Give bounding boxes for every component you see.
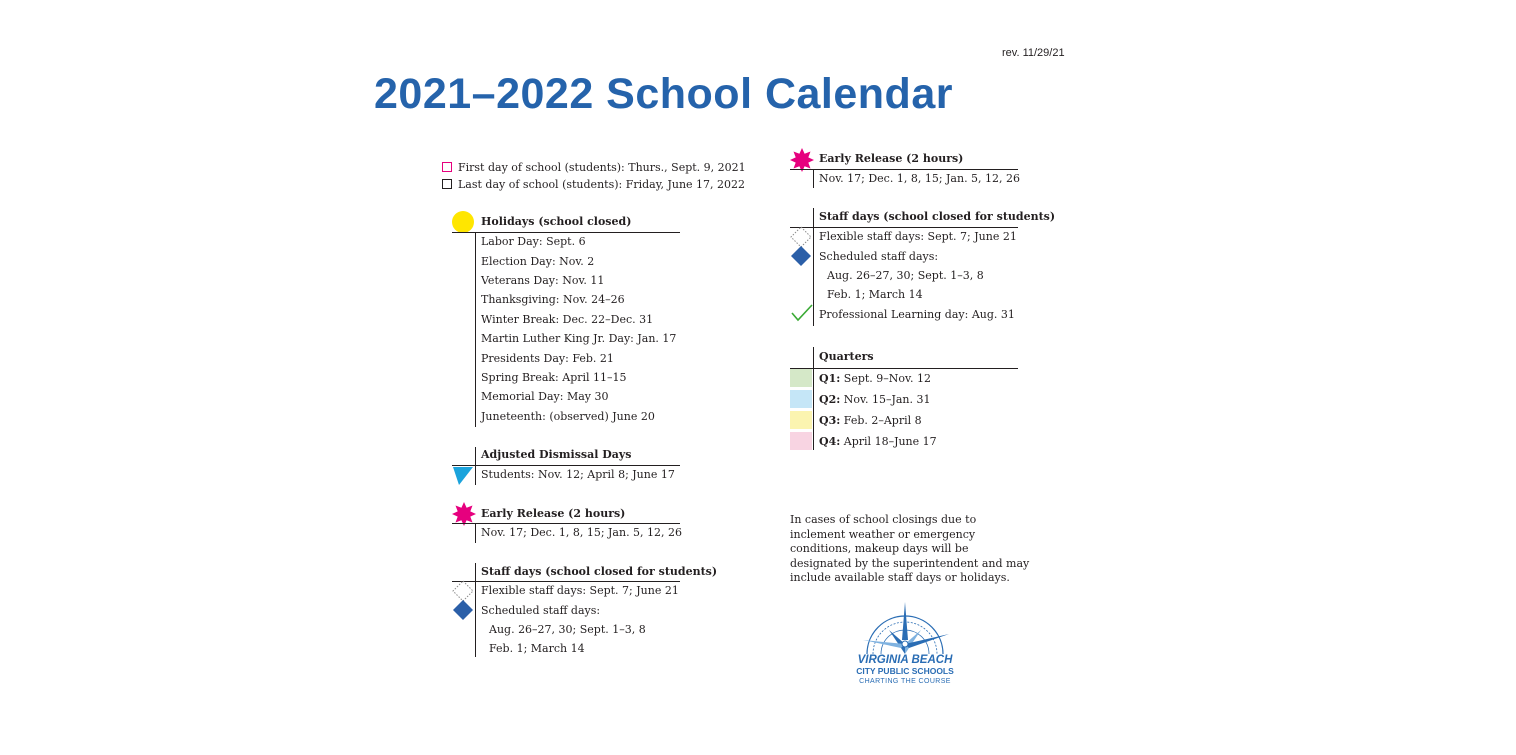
staff-days-rule xyxy=(475,563,476,657)
logo-name-line2: CITY PUBLIC SCHOOLS xyxy=(856,666,954,676)
revision-date: rev. 11/29/21 xyxy=(1002,47,1065,59)
holiday-item: Winter Break: Dec. 22–Dec. 31 xyxy=(481,313,654,326)
quarter-item: Q2: Nov. 15–Jan. 31 xyxy=(819,393,931,406)
quarter-item: Q1: Sept. 9–Nov. 12 xyxy=(819,372,931,385)
staff-days-divider xyxy=(452,581,680,582)
blue-triangle-icon xyxy=(453,467,473,485)
scheduled-staff-dates: Aug. 26–27, 30; Sept. 1–3, 8 xyxy=(489,623,646,636)
logo-tagline: CHARTING THE COURSE xyxy=(859,678,951,685)
logo-name-line1: VIRGINIA BEACH xyxy=(857,654,953,666)
staff-days-heading: Staff days (school closed for students) xyxy=(819,210,1056,223)
adjusted-divider xyxy=(452,465,680,466)
page-title: 2021–2022 School Calendar xyxy=(374,70,953,118)
q4-color-swatch xyxy=(790,432,812,450)
adjusted-dismissal-heading: Adjusted Dismissal Days xyxy=(481,448,632,461)
blue-diamond-icon xyxy=(790,245,812,267)
black-square-icon xyxy=(442,179,452,189)
quarter-item: Q4: April 18–June 17 xyxy=(819,435,937,448)
quarters-heading: Quarters xyxy=(819,350,874,363)
green-checkmark-icon xyxy=(790,303,814,323)
holiday-item: Thanksgiving: Nov. 24–26 xyxy=(481,293,625,306)
early-release-text: Nov. 17; Dec. 1, 8, 15; Jan. 5, 12, 26 xyxy=(481,526,683,539)
scheduled-staff-dates: Aug. 26–27, 30; Sept. 1–3, 8 xyxy=(827,269,984,282)
scheduled-staff-text: Scheduled staff days: xyxy=(819,250,939,263)
early-release-text: Nov. 17; Dec. 1, 8, 15; Jan. 5, 12, 26 xyxy=(819,172,1021,185)
early-release-rule xyxy=(813,169,814,188)
holiday-item: Labor Day: Sept. 6 xyxy=(481,235,586,248)
scheduled-staff-text: Scheduled staff days: xyxy=(481,604,601,617)
blue-diamond-icon xyxy=(452,599,474,621)
early-release-heading: Early Release (2 hours) xyxy=(819,152,964,165)
q2-color-swatch xyxy=(790,390,812,408)
holidays-rule xyxy=(475,232,476,427)
holiday-item: Election Day: Nov. 2 xyxy=(481,255,595,268)
last-day-text: Last day of school (students): Friday, June 17, 2022 xyxy=(458,177,746,191)
holiday-item: Veterans Day: Nov. 11 xyxy=(481,274,605,287)
early-release-rule xyxy=(475,523,476,543)
compass-rose-icon xyxy=(859,600,951,656)
early-release-divider xyxy=(790,169,1018,170)
holiday-item: Presidents Day: Feb. 21 xyxy=(481,352,614,365)
scheduled-staff-dates: Feb. 1; March 14 xyxy=(827,288,923,301)
pink-square-icon xyxy=(442,162,452,172)
legend-first-day xyxy=(442,160,746,174)
scheduled-staff-dates: Feb. 1; March 14 xyxy=(489,642,585,655)
holiday-item: Juneteenth: (observed) June 20 xyxy=(481,410,655,423)
flexible-staff-text: Flexible staff days: Sept. 7; June 21 xyxy=(819,230,1017,243)
quarter-item: Q3: Feb. 2–April 8 xyxy=(819,414,922,427)
early-release-heading: Early Release (2 hours) xyxy=(481,507,626,520)
quarters-divider xyxy=(790,368,1018,369)
staff-days-divider xyxy=(790,227,1018,228)
first-day-text: First day of school (students): Thurs., Sept. 9, 2021 xyxy=(458,160,746,174)
district-logo xyxy=(845,600,965,690)
holidays-heading: Holidays (school closed) xyxy=(481,215,632,228)
holiday-item: Spring Break: April 11–15 xyxy=(481,371,627,384)
holidays-divider xyxy=(452,232,680,233)
q3-color-swatch xyxy=(790,411,812,429)
staff-days-heading: Staff days (school closed for students) xyxy=(481,565,718,578)
legend-last-day xyxy=(442,177,745,191)
early-release-divider xyxy=(452,523,680,524)
q1-color-swatch xyxy=(790,369,812,387)
flexible-staff-text: Flexible staff days: Sept. 7; June 21 xyxy=(481,584,679,597)
yellow-circle-icon xyxy=(452,211,474,233)
holiday-item: Martin Luther King Jr. Day: Jan. 17 xyxy=(481,332,677,345)
adjusted-rule xyxy=(475,447,476,485)
holiday-item: Memorial Day: May 30 xyxy=(481,390,609,403)
adjusted-dismissal-text: Students: Nov. 12; April 8; June 17 xyxy=(481,468,675,481)
professional-learning-text: Professional Learning day: Aug. 31 xyxy=(819,308,1015,321)
school-closing-note: In cases of school closings due to inclement weather or emergency conditions, makeup days will be designated by the superintendent and may include available staff days or holidays. xyxy=(790,513,1030,584)
quarters-rule xyxy=(813,347,814,450)
